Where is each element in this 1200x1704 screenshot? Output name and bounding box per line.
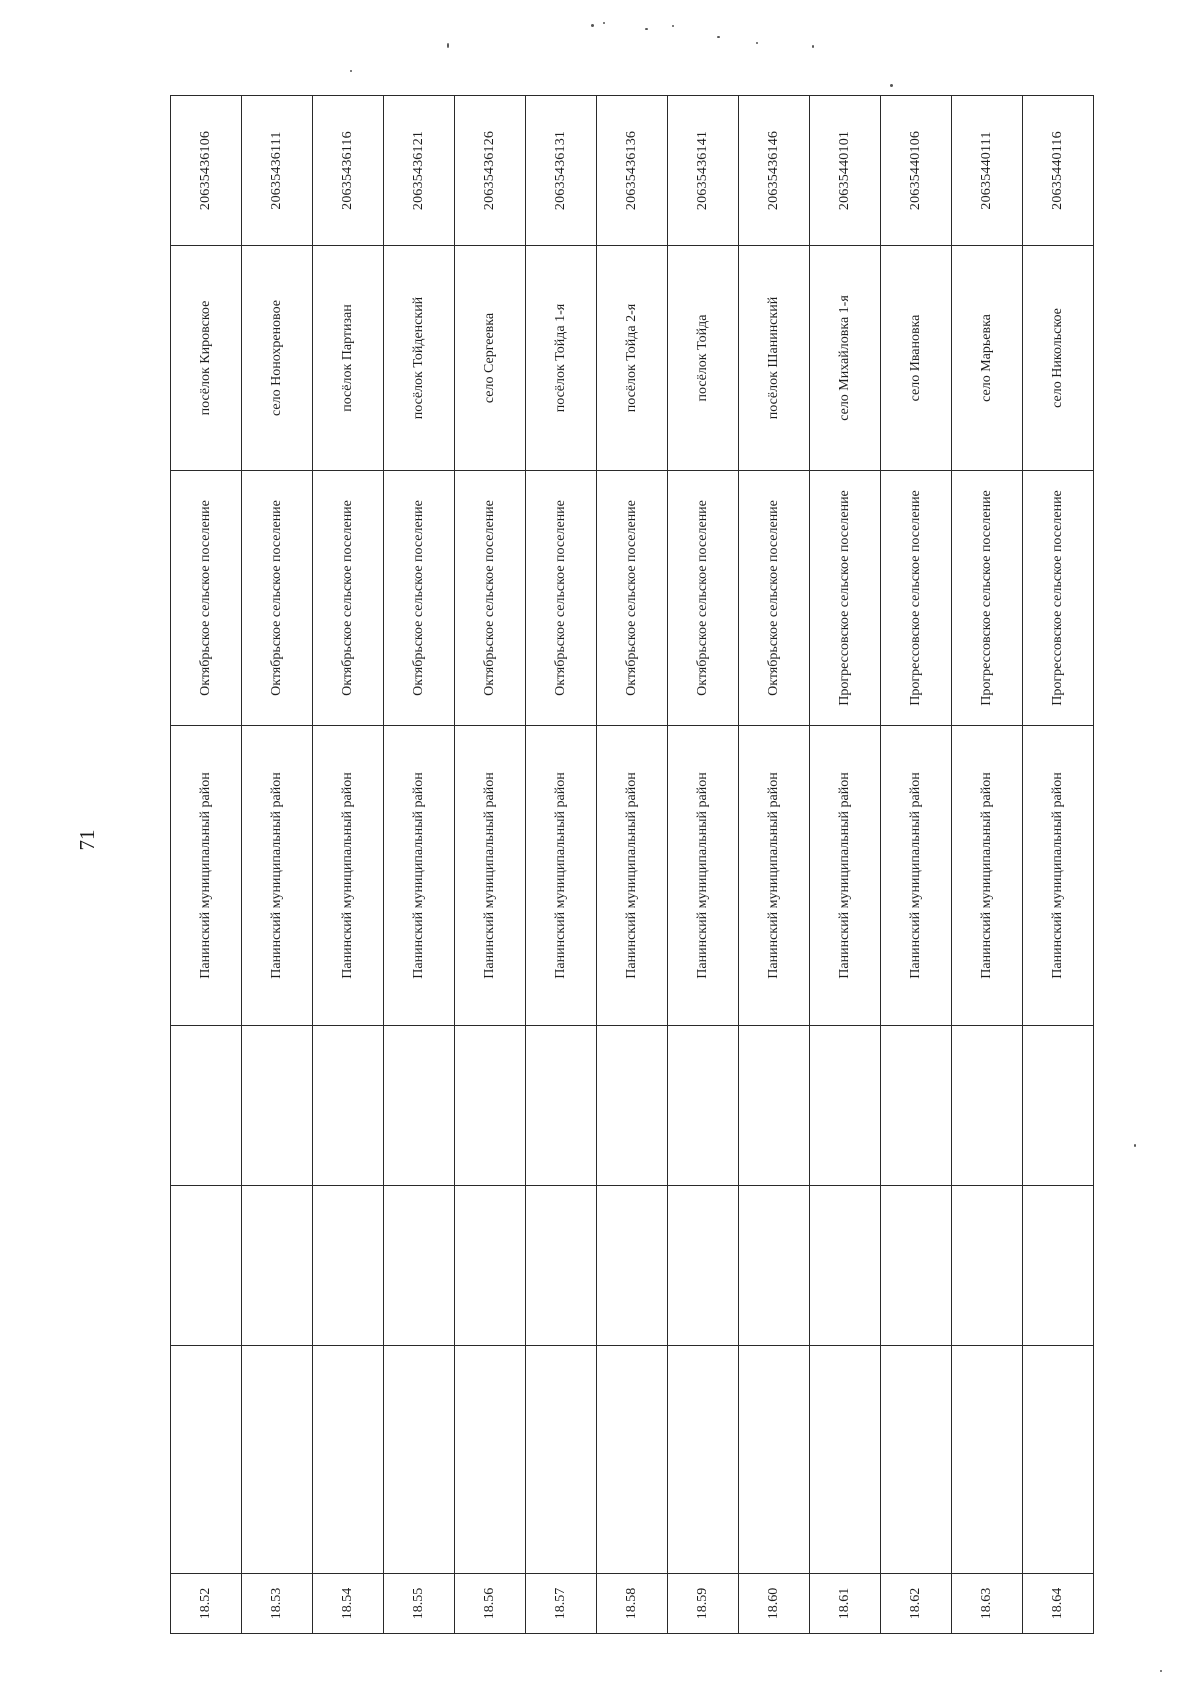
table-row (952, 96, 1023, 1634)
cell-locality: село Никольское (1023, 246, 1094, 471)
table-row (668, 96, 739, 1634)
cell-empty (952, 1346, 1023, 1574)
table-row (455, 96, 526, 1634)
cell-district: Панинский муниципальный район (313, 726, 384, 1026)
cell-settlement: Октябрьское сельское поселение (242, 471, 313, 726)
cell-oktmo-code: 20635436131 (526, 96, 597, 246)
cell-empty (739, 1026, 810, 1186)
cell-settlement: Октябрьское сельское поселение (597, 471, 668, 726)
cell-number: 18.52 (171, 1574, 242, 1634)
cell-district: Панинский муниципальный район (739, 726, 810, 1026)
cell-empty (242, 1186, 313, 1346)
cell-empty (668, 1186, 739, 1346)
table-row (313, 96, 384, 1634)
cell-settlement: Октябрьское сельское поселение (739, 471, 810, 726)
cell-empty (597, 1026, 668, 1186)
cell-empty (810, 1186, 881, 1346)
cell-district: Панинский муниципальный район (668, 726, 739, 1026)
cell-empty (171, 1346, 242, 1574)
cell-empty (739, 1346, 810, 1574)
cell-empty (526, 1186, 597, 1346)
cell-number: 18.59 (668, 1574, 739, 1634)
cell-settlement: Октябрьское сельское поселение (455, 471, 526, 726)
cell-oktmo-code: 20635436141 (668, 96, 739, 246)
cell-district: Панинский муниципальный район (1023, 726, 1094, 1026)
scan-speck (1160, 1670, 1162, 1672)
cell-locality: посёлок Тойда 1-я (526, 246, 597, 471)
cell-empty (739, 1186, 810, 1346)
cell-district: Панинский муниципальный район (881, 726, 952, 1026)
cell-district: Панинский муниципальный район (171, 726, 242, 1026)
scan-speck (890, 84, 893, 87)
table-row (384, 96, 455, 1634)
settlements-table (170, 95, 1094, 1634)
cell-number: 18.62 (881, 1574, 952, 1634)
scan-speck (591, 24, 594, 27)
cell-number: 18.53 (242, 1574, 313, 1634)
cell-empty (455, 1186, 526, 1346)
cell-oktmo-code: 20635436121 (384, 96, 455, 246)
cell-locality: село Нонохреновое (242, 246, 313, 471)
cell-oktmo-code: 20635436106 (171, 96, 242, 246)
cell-empty (526, 1026, 597, 1186)
scan-speck (812, 45, 814, 48)
cell-oktmo-code: 20635440116 (1023, 96, 1094, 246)
page-number: 71 (75, 829, 99, 851)
cell-settlement: Октябрьское сельское поселение (384, 471, 455, 726)
cell-district: Панинский муниципальный район (597, 726, 668, 1026)
cell-district: Панинский муниципальный район (242, 726, 313, 1026)
table-row (881, 96, 952, 1634)
table-row (1023, 96, 1094, 1634)
cell-locality: посёлок Тойда 2-я (597, 246, 668, 471)
cell-oktmo-code: 20635440101 (810, 96, 881, 246)
rotated-table-wrapper (170, 96, 1090, 1634)
cell-district: Панинский муниципальный район (526, 726, 597, 1026)
cell-settlement: Октябрьское сельское поселение (171, 471, 242, 726)
cell-empty (668, 1026, 739, 1186)
scan-speck (447, 43, 449, 48)
cell-empty (597, 1346, 668, 1574)
cell-number: 18.61 (810, 1574, 881, 1634)
cell-number: 18.58 (597, 1574, 668, 1634)
scan-speck (645, 28, 648, 30)
cell-locality: посёлок Шанинский (739, 246, 810, 471)
cell-empty (384, 1346, 455, 1574)
cell-number: 18.64 (1023, 1574, 1094, 1634)
table-row (171, 96, 242, 1634)
cell-empty (1023, 1026, 1094, 1186)
cell-oktmo-code: 20635436146 (739, 96, 810, 246)
cell-locality: посёлок Партизан (313, 246, 384, 471)
cell-empty (242, 1346, 313, 1574)
cell-locality: посёлок Кировское (171, 246, 242, 471)
cell-settlement: Прогрессовское сельское поселение (881, 471, 952, 726)
scan-speck (350, 70, 352, 72)
cell-empty (313, 1026, 384, 1186)
cell-settlement: Прогрессовское сельское поселение (952, 471, 1023, 726)
scan-speck (672, 25, 674, 27)
cell-locality: село Марьевка (952, 246, 1023, 471)
cell-empty (810, 1346, 881, 1574)
cell-locality: посёлок Тойденский (384, 246, 455, 471)
cell-empty (171, 1026, 242, 1186)
cell-oktmo-code: 20635440106 (881, 96, 952, 246)
cell-district: Панинский муниципальный район (455, 726, 526, 1026)
cell-empty (881, 1186, 952, 1346)
table-row (810, 96, 881, 1634)
cell-empty (242, 1026, 313, 1186)
cell-oktmo-code: 20635436136 (597, 96, 668, 246)
table-row (242, 96, 313, 1634)
cell-locality: село Сергеевка (455, 246, 526, 471)
cell-number: 18.63 (952, 1574, 1023, 1634)
scan-speck (756, 42, 758, 44)
table-row (739, 96, 810, 1634)
cell-empty (881, 1026, 952, 1186)
cell-locality: село Ивановка (881, 246, 952, 471)
scan-speck (1134, 1144, 1136, 1147)
cell-district: Панинский муниципальный район (810, 726, 881, 1026)
cell-settlement: Октябрьское сельское поселение (668, 471, 739, 726)
cell-number: 18.56 (455, 1574, 526, 1634)
scan-speck (603, 22, 605, 24)
cell-oktmo-code: 20635436111 (242, 96, 313, 246)
cell-settlement: Прогрессовское сельское поселение (810, 471, 881, 726)
cell-oktmo-code: 20635440111 (952, 96, 1023, 246)
table-row (597, 96, 668, 1634)
cell-empty (597, 1186, 668, 1346)
cell-settlement: Прогрессовское сельское поселение (1023, 471, 1094, 726)
table-frame (170, 96, 1090, 1634)
cell-empty (1023, 1346, 1094, 1574)
cell-empty (171, 1186, 242, 1346)
cell-number: 18.57 (526, 1574, 597, 1634)
table-body (171, 96, 1094, 1634)
cell-oktmo-code: 20635436116 (313, 96, 384, 246)
cell-number: 18.60 (739, 1574, 810, 1634)
cell-settlement: Октябрьское сельское поселение (526, 471, 597, 726)
cell-district: Панинский муниципальный район (952, 726, 1023, 1026)
cell-settlement: Октябрьское сельское поселение (313, 471, 384, 726)
cell-number: 18.54 (313, 1574, 384, 1634)
cell-empty (668, 1346, 739, 1574)
cell-empty (881, 1346, 952, 1574)
cell-oktmo-code: 20635436126 (455, 96, 526, 246)
cell-number: 18.55 (384, 1574, 455, 1634)
cell-locality: посёлок Тойда (668, 246, 739, 471)
cell-empty (384, 1186, 455, 1346)
cell-empty (455, 1026, 526, 1186)
cell-empty (1023, 1186, 1094, 1346)
cell-locality: село Михайловка 1-я (810, 246, 881, 471)
cell-empty (952, 1026, 1023, 1186)
cell-empty (313, 1186, 384, 1346)
table-row (526, 96, 597, 1634)
cell-district: Панинский муниципальный район (384, 726, 455, 1026)
cell-empty (952, 1186, 1023, 1346)
cell-empty (526, 1346, 597, 1574)
cell-empty (384, 1026, 455, 1186)
scan-speck (717, 36, 720, 38)
cell-empty (455, 1346, 526, 1574)
cell-empty (313, 1346, 384, 1574)
cell-empty (810, 1026, 881, 1186)
